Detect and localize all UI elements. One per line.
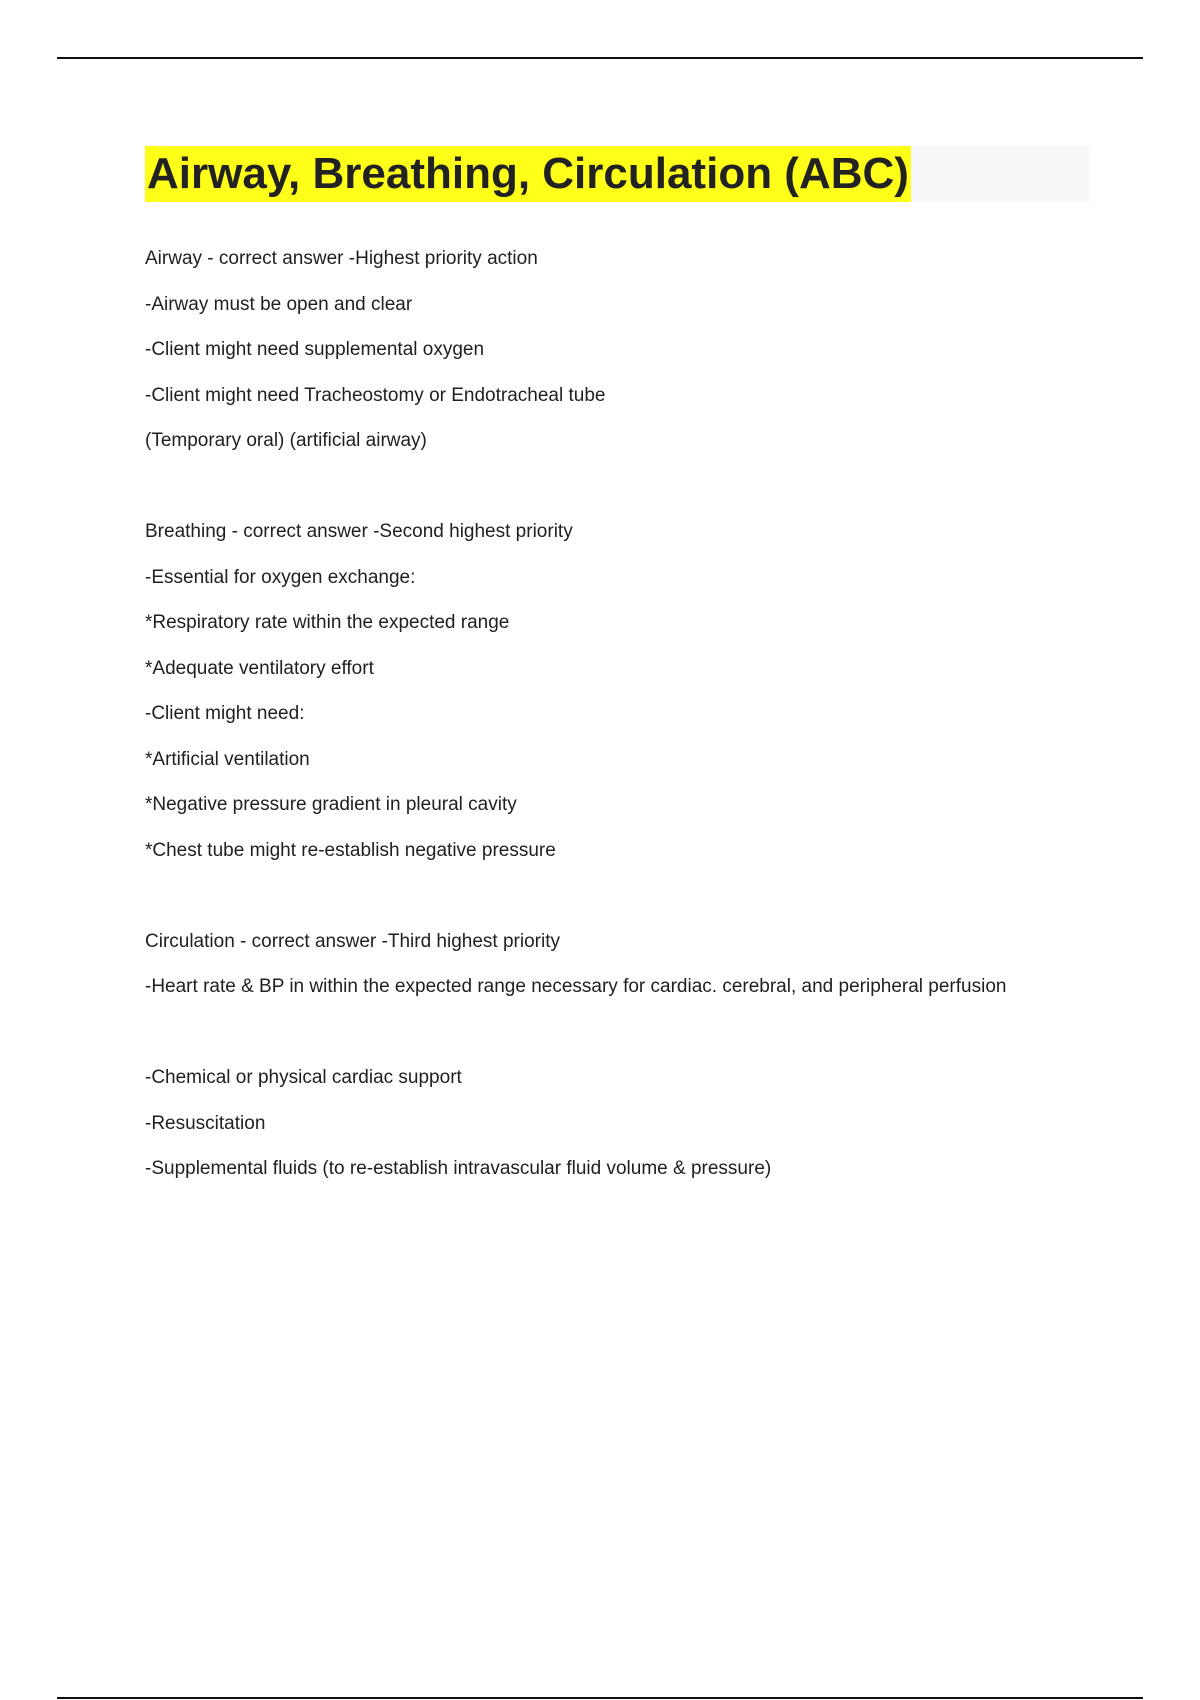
breathing-line: *Adequate ventilatory effort xyxy=(145,658,374,679)
airway-line: -Client might need supplemental oxygen xyxy=(145,339,485,360)
airway-line: (Temporary oral) (artificial airway) xyxy=(145,430,427,451)
circulation-line: -Supplemental fluids (to re-establish intravascular fluid volume & pressure) xyxy=(145,1158,772,1179)
circulation-line: -Heart rate & BP in within the expected range necessary for cardiac. cerebral, and peripheral perfusion xyxy=(145,976,1007,997)
circulation-line: -Resuscitation xyxy=(145,1113,266,1134)
top-rule xyxy=(57,57,1143,59)
airway-line: -Airway must be open and clear xyxy=(145,294,413,315)
breathing-line: *Chest tube might re-establish negative pressure xyxy=(145,840,556,861)
title-block xyxy=(145,146,1089,202)
breathing-line: -Client might need: xyxy=(145,703,305,724)
breathing-line: *Negative pressure gradient in pleural cavity xyxy=(145,794,517,815)
circulation-line: -Chemical or physical cardiac support xyxy=(145,1067,462,1088)
page-title: Airway, Breathing, Circulation (ABC) xyxy=(145,146,911,202)
breathing-line: -Essential for oxygen exchange: xyxy=(145,567,416,588)
breathing-line: *Respiratory rate within the expected range xyxy=(145,612,510,633)
airway-line: -Client might need Tracheostomy or Endotracheal tube xyxy=(145,385,606,406)
breathing-heading: Breathing - correct answer -Second highest priority xyxy=(145,521,573,542)
airway-heading: Airway - correct answer -Highest priority action xyxy=(145,248,538,269)
breathing-line: *Artificial ventilation xyxy=(145,749,310,770)
bottom-rule xyxy=(57,1697,1143,1699)
circulation-heading: Circulation - correct answer -Third highest priority xyxy=(145,931,560,952)
